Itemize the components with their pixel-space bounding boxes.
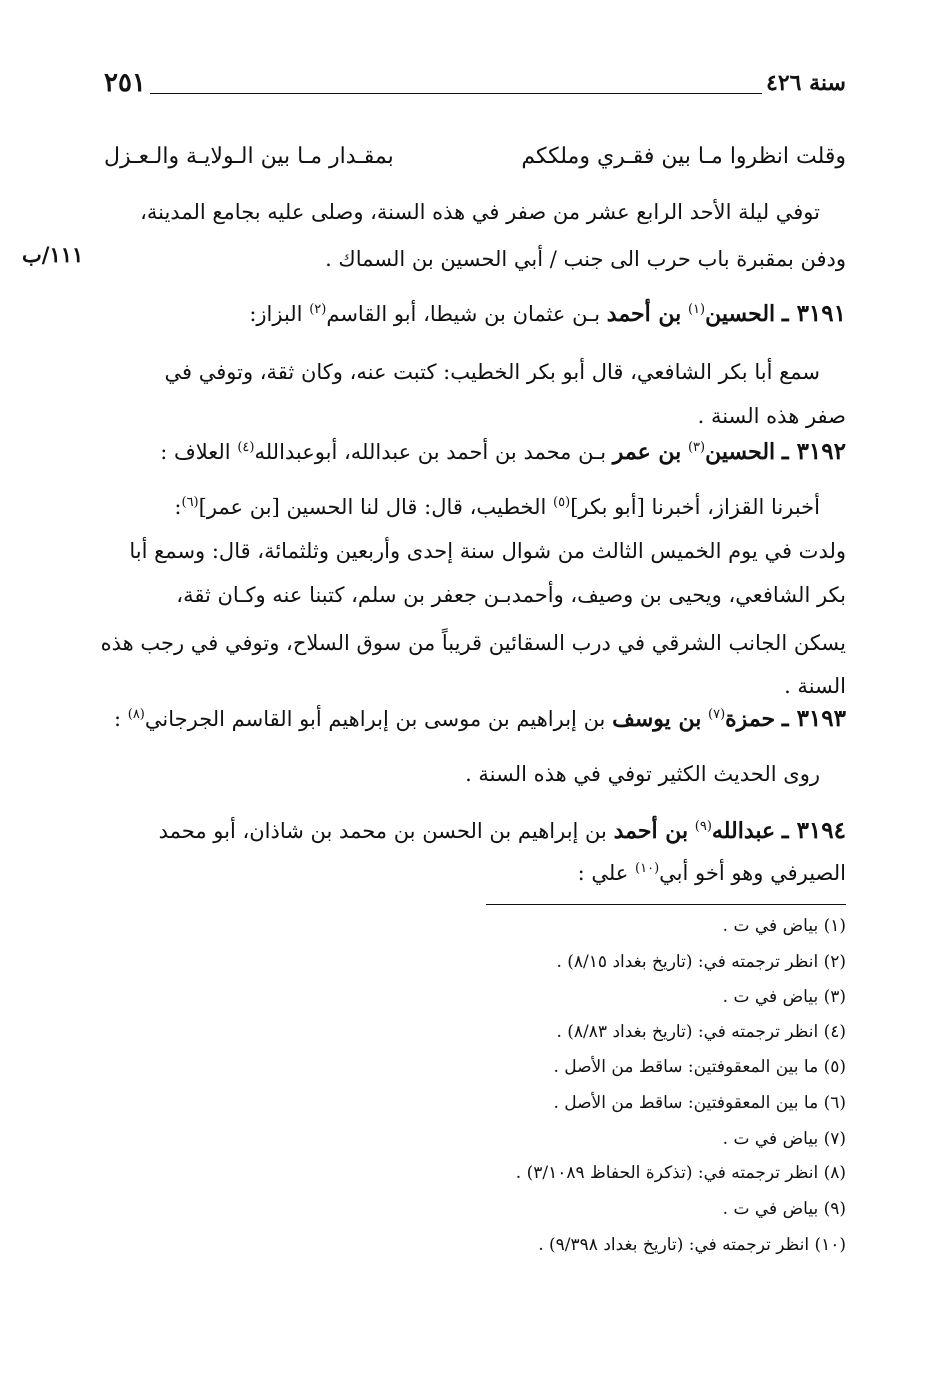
verse-second-hemistich: بمقـدار مـا بين الـولايـة والـعـزل (104, 144, 394, 169)
entry-number: ٣١٩٢ ـ (781, 438, 846, 465)
footnote-ref: (١) (687, 302, 706, 317)
footnote-ref: (٨) (127, 707, 145, 722)
text-line: السنة . (784, 674, 846, 698)
footnote-ref: (٩) (694, 819, 712, 834)
entry-name-lineage: بن عمر (612, 439, 682, 465)
entry-name: عبدالله (711, 818, 776, 844)
text-line: ولدت في يوم الخميس الثالث من شوال سنة إحدى وأربعين وثلثمائة، قال: وسمع أبا (129, 539, 846, 563)
text-run: الصيرفي وهو أخو أبي (659, 861, 846, 885)
running-head-year: سنة ٤٢٦ (766, 70, 846, 96)
footnote: (٢) انظر ترجمته في: (تاريخ بغداد ٨/١٥) . (556, 952, 846, 972)
footnote-ref: (٧) (708, 707, 726, 722)
entry-number: ٣١٩١ ـ (781, 300, 846, 327)
entry-name-lineage: بن أحمد (606, 301, 682, 327)
entry-heading-3191 (104, 298, 846, 330)
page-number: ٢٥١ (104, 68, 146, 98)
footnote-ref: (٦) (181, 495, 199, 510)
footnote: (٧) بياض في ت . (722, 1129, 846, 1149)
footnote: (٩) بياض في ت . (722, 1199, 846, 1219)
text-line: ودفن بمقبرة باب حرب الى جنب / أبي الحسين بن السماك . (325, 247, 846, 271)
text-line: توفي ليلة الأحد الرابع عشر من صفر في هذه السنة، وصلى عليه بجامع المدينة، (140, 200, 820, 224)
footnote: (١٠) انظر ترجمته في: (تاريخ بغداد ٩/٣٩٨) . (538, 1235, 846, 1255)
entry-heading-text: بن إبراهيم بن الحسن بن محمد بن شاذان، أبو محمد (158, 819, 607, 843)
entry-number: ٣١٩٣ ـ (781, 705, 846, 732)
entry-heading-text: بن إبراهيم بن موسى بن إبراهيم أبو القاسم الجرجاني (144, 707, 606, 731)
margin-folio-note: ١١١/ب (22, 242, 84, 267)
entry-heading-3194 (104, 815, 846, 847)
text-line (104, 857, 846, 889)
footnote-ref: (٥) (553, 495, 571, 510)
footnote: (٥) ما بين المعقوفتين: ساقط من الأصل . (553, 1057, 846, 1077)
entry-heading-text: : (113, 707, 122, 731)
text-run: الخطيب، قال: قال لنا الحسين [بن عمر] (198, 495, 547, 519)
footnote: (٣) بياض في ت . (722, 987, 846, 1007)
entry-heading-3192 (104, 436, 846, 468)
footnote-ref: (٣) (687, 440, 706, 455)
entry-heading-text: بـن عثمان بن شيطا، أبو القاسم (326, 302, 601, 326)
entry-name-lineage: بن أحمد (613, 818, 689, 844)
text-line: سمع أبا بكر الشافعي، قال أبو بكر الخطيب: كتبت عنه، وكان ثقة، وتوفي في (164, 360, 820, 384)
verse-first-hemistich: وقلت انظروا مـا بين فقـري وملككم (521, 144, 846, 169)
header-rule (150, 93, 762, 94)
footnote-ref: (١٠) (635, 861, 660, 876)
entry-heading-text: العلاف : (160, 440, 231, 464)
text-line: روى الحديث الكثير توفي في هذه السنة . (465, 762, 820, 786)
footnote-ref: (٢) (309, 302, 327, 317)
footnote-ref: (٤) (237, 440, 255, 455)
entry-heading-3193 (104, 703, 846, 735)
footnote: (٦) ما بين المعقوفتين: ساقط من الأصل . (553, 1093, 846, 1113)
footnote: (٨) انظر ترجمته في: (تذكرة الحفاظ ٣/١٠٨٩) . (515, 1163, 846, 1183)
text-line: يسكن الجانب الشرقي في درب السقائين قريباً من سوق السلاح، وتوفي في رجب هذه (100, 631, 846, 655)
footnote: (١) بياض في ت . (722, 916, 846, 936)
entry-name: الحسين (705, 301, 776, 327)
text-line (104, 491, 820, 523)
text-run: أخبرنا القزاز، أخبرنا [أبو بكر] (570, 495, 820, 519)
entry-heading-text: البزاز: (249, 302, 303, 326)
footnote: (٤) انظر ترجمته في: (تاريخ بغداد ٨/٨٣) . (556, 1022, 846, 1042)
footnote-rule (486, 904, 846, 905)
entry-heading-text: بـن محمد بن أحمد بن عبدالله، أبوعبدالله (254, 440, 607, 464)
entry-number: ٣١٩٤ ـ (781, 817, 846, 844)
entry-name: حمزة (725, 706, 776, 732)
text-run: علي : (577, 861, 629, 885)
entry-name: الحسين (705, 439, 776, 465)
text-run: : (174, 495, 182, 519)
entry-name-lineage: بن يوسف (612, 706, 702, 732)
text-line: صفر هذه السنة . (697, 404, 846, 428)
text-line: بكر الشافعي، ويحيى بن وصيف، وأحمدبـن جعفر بن سلم، كتبنا عنه وكـان ثقة، (176, 583, 846, 607)
